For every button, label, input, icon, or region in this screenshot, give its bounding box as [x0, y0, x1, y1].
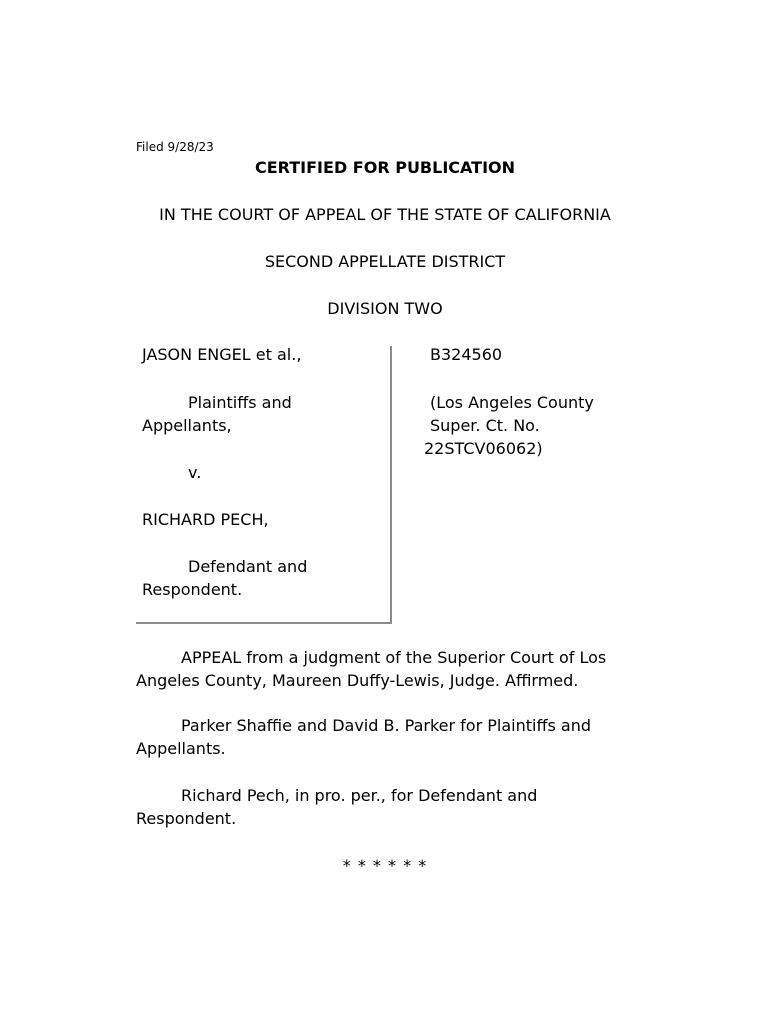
- counsel-appellants-line2: Appellants.: [136, 739, 226, 758]
- court-name: IN THE COURT OF APPEAL OF THE STATE OF CALIFORNIA: [159, 205, 611, 224]
- court-ref-line1: (Los Angeles County: [430, 393, 594, 412]
- case-number: B324560: [430, 345, 503, 364]
- appeal-line1: APPEAL from a judgment of the Superior Court of Los: [181, 648, 607, 667]
- defendant-role-line2: Respondent.: [142, 580, 243, 599]
- district-name: SECOND APPELLATE DISTRICT: [264, 252, 506, 271]
- appeal-line2: Angeles County, Maureen Duffy-Lewis, Judge. Affirmed.: [136, 671, 579, 690]
- section-separator: * * * * * *: [342, 856, 428, 875]
- court-ref-line2: Super. Ct. No.: [430, 416, 540, 435]
- caption-horizontal-divider: [136, 622, 392, 624]
- counsel-respondent-line1: Richard Pech, in pro. per., for Defendant and: [181, 786, 538, 805]
- division-name: DIVISION TWO: [327, 299, 443, 318]
- versus-label: v.: [188, 463, 202, 482]
- counsel-respondent-line2: Respondent.: [136, 809, 237, 828]
- plaintiffs-name: JASON ENGEL et al.,: [142, 345, 302, 364]
- counsel-appellants-line1: Parker Shaffie and David B. Parker for Plaintiffs and: [181, 716, 591, 735]
- defendant-role-line1: Defendant and: [188, 557, 308, 576]
- filed-date: Filed 9/28/23: [136, 140, 214, 154]
- plaintiffs-role-line2: Appellants,: [142, 416, 232, 435]
- court-ref-line3: 22STCV06062): [424, 439, 543, 458]
- plaintiffs-role-line1: Plaintiffs and: [188, 393, 292, 412]
- caption-vertical-divider: [390, 346, 392, 623]
- certified-heading: CERTIFIED FOR PUBLICATION: [254, 158, 516, 177]
- defendant-name: RICHARD PECH,: [142, 510, 269, 529]
